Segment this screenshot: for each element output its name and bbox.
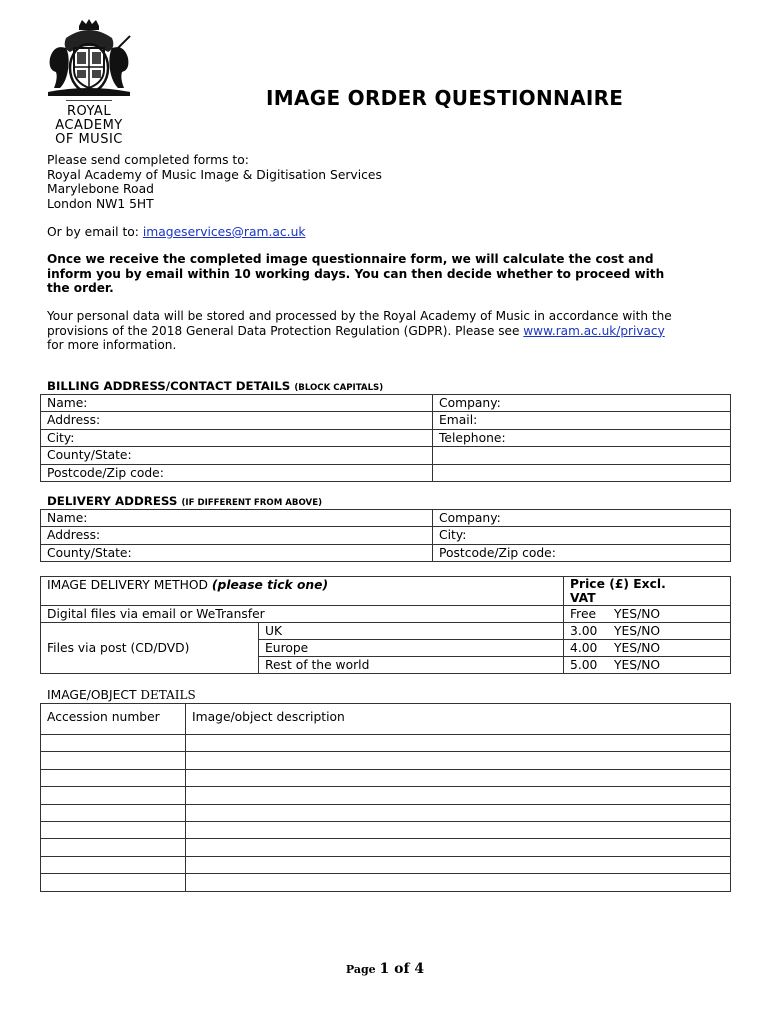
digital-price: Free — [570, 607, 597, 621]
description-cell[interactable] — [186, 752, 731, 769]
digital-choice[interactable]: YES/NO — [614, 607, 661, 621]
privacy-line-1: Your personal data will be stored and processed by the Royal Academy of Music in accordance with the — [47, 309, 672, 323]
notice-line-3: the order. — [47, 281, 114, 295]
table-row — [41, 510, 731, 527]
post-region-uk: UK — [259, 623, 564, 640]
post-price-cell-europe[interactable] — [564, 640, 731, 657]
delivery-address-field[interactable]: Address: — [41, 527, 433, 544]
objects-heading — [47, 688, 196, 702]
accession-cell[interactable] — [41, 752, 186, 769]
table-row — [41, 429, 731, 446]
logo-line-royal: ROYAL — [66, 104, 112, 119]
logo-divider — [66, 100, 112, 101]
table-row — [41, 804, 731, 821]
notice-line-1: Once we receive the completed image questionnaire form, we will calculate the cost and — [47, 252, 654, 266]
billing-heading-text: BILLING ADDRESS/CONTACT DETAILS — [47, 379, 295, 393]
delivery-heading — [47, 494, 322, 508]
post-choice-uk[interactable]: YES/NO — [614, 624, 661, 638]
privacy-line-2-text: provisions of the 2018 General Data Protection Regulation (GDPR). Please see — [47, 323, 524, 338]
address-line-2: Marylebone Road — [47, 182, 154, 196]
page-total: 4 — [414, 961, 425, 977]
table-row — [41, 395, 731, 412]
address-intro: Please send completed forms to: — [47, 153, 249, 167]
post-region-world: Rest of the world — [259, 657, 564, 674]
page-title: IMAGE ORDER QUESTIONNAIRE — [266, 86, 624, 110]
post-price-cell-uk[interactable] — [564, 623, 731, 640]
description-cell[interactable] — [186, 856, 731, 873]
delivery-city-field[interactable]: City: — [433, 527, 731, 544]
table-row — [41, 874, 731, 891]
billing-empty-cell[interactable] — [433, 464, 731, 481]
post-choice-europe[interactable]: YES/NO — [614, 641, 661, 655]
email-prefix: Or by email to: — [47, 225, 143, 239]
digital-price-cell[interactable] — [564, 606, 731, 623]
post-price-europe: 4.00 — [570, 641, 598, 655]
accession-cell[interactable] — [41, 735, 186, 752]
description-cell[interactable] — [186, 787, 731, 804]
table-row — [41, 544, 731, 561]
billing-heading — [47, 379, 383, 393]
description-cell[interactable] — [186, 874, 731, 891]
table-row — [41, 577, 731, 606]
price-header-1: Price (£) Excl. — [570, 577, 666, 591]
address-line-3: London NW1 5HT — [47, 196, 154, 211]
billing-county-field[interactable]: County/State: — [41, 447, 433, 464]
accession-cell[interactable] — [41, 874, 186, 891]
billing-subheading: (BLOCK CAPITALS) — [294, 383, 384, 393]
logo-line-of-music: OF MUSIC — [55, 133, 123, 145]
notice-paragraph — [47, 252, 664, 296]
post-price-world: 5.00 — [570, 658, 598, 672]
table-row — [41, 527, 731, 544]
table-row — [41, 735, 731, 752]
accession-cell[interactable] — [41, 839, 186, 856]
post-price-uk: 3.00 — [570, 624, 598, 638]
delivery-name-field[interactable]: Name: — [41, 510, 433, 527]
accession-cell[interactable] — [41, 856, 186, 873]
accession-cell[interactable] — [41, 804, 186, 821]
table-row — [41, 447, 731, 464]
delivery-heading-text: DELIVERY ADDRESS — [47, 494, 182, 508]
table-row — [41, 839, 731, 856]
accession-cell[interactable] — [41, 821, 186, 838]
privacy-link[interactable]: www.ram.ac.uk/privacy — [523, 323, 665, 338]
billing-telephone-field[interactable]: Telephone: — [433, 429, 731, 446]
royal-crest-icon — [44, 18, 134, 98]
billing-name-field[interactable]: Name: — [41, 395, 433, 412]
delivery-postcode-field[interactable]: Postcode/Zip code: — [433, 544, 731, 561]
table-row — [41, 752, 731, 769]
page-of: of — [389, 961, 415, 977]
page-prefix: Page — [345, 963, 380, 976]
method-header-cell — [41, 577, 564, 606]
objects-heading-1: IMAGE/OBJECT — [47, 688, 141, 702]
logo-line-academy: ACADEMY — [55, 118, 123, 133]
description-cell[interactable] — [186, 735, 731, 752]
description-cell[interactable] — [186, 821, 731, 838]
email-line — [47, 225, 306, 240]
price-header-cell — [564, 577, 731, 606]
address-line-1: Royal Academy of Music Image & Digitisation Services — [47, 167, 382, 182]
billing-email-field[interactable]: Email: — [433, 412, 731, 429]
objects-heading-2: DETAILS — [140, 688, 196, 702]
col-accession-header: Accession number — [41, 704, 186, 735]
page-current: 1 — [379, 961, 390, 977]
delivery-subheading: (IF DIFFERENT FROM ABOVE) — [181, 498, 322, 508]
table-row — [41, 623, 731, 640]
privacy-paragraph — [47, 309, 672, 353]
table-row — [41, 464, 731, 481]
delivery-county-field[interactable]: County/State: — [41, 544, 433, 561]
privacy-line-2 — [47, 324, 672, 339]
method-heading-em: (please tick one) — [211, 578, 329, 592]
post-choice-world[interactable]: YES/NO — [614, 658, 661, 672]
table-row — [41, 412, 731, 429]
digital-option-label: Digital files via email or WeTransfer — [41, 606, 564, 623]
table-row — [41, 704, 731, 735]
post-option-label: Files via post (CD/DVD) — [41, 623, 259, 674]
description-cell[interactable] — [186, 769, 731, 786]
billing-address-field[interactable]: Address: — [41, 412, 433, 429]
table-row — [41, 769, 731, 786]
billing-table — [40, 394, 731, 482]
table-row — [41, 856, 731, 873]
accession-cell[interactable] — [41, 787, 186, 804]
billing-city-field[interactable]: City: — [41, 429, 433, 446]
billing-postcode-field[interactable]: Postcode/Zip code: — [41, 464, 433, 481]
method-heading: IMAGE DELIVERY METHOD — [47, 578, 212, 592]
privacy-line-3: for more information. — [47, 338, 177, 352]
objects-table — [40, 703, 731, 892]
delivery-company-field[interactable]: Company: — [433, 510, 731, 527]
billing-empty-cell[interactable] — [433, 447, 731, 464]
notice-line-2: inform you by email within 10 working days. You can then decide whether to proceed with — [47, 266, 665, 281]
page-number — [0, 961, 770, 977]
price-header-2: VAT — [570, 591, 596, 605]
table-row — [41, 787, 731, 804]
address-block — [47, 153, 382, 211]
table-row — [41, 606, 731, 623]
billing-company-field[interactable]: Company: — [433, 395, 731, 412]
email-link[interactable]: imageservices@ram.ac.uk — [142, 225, 306, 239]
table-row — [41, 821, 731, 838]
description-cell[interactable] — [186, 839, 731, 856]
accession-cell[interactable] — [41, 769, 186, 786]
delivery-table — [40, 509, 731, 562]
post-region-europe: Europe — [259, 640, 564, 657]
royal-academy-logo — [44, 18, 134, 146]
description-cell[interactable] — [186, 804, 731, 821]
delivery-method-table — [40, 576, 731, 674]
col-description-header: Image/object description — [186, 704, 731, 735]
post-price-cell-world[interactable] — [564, 657, 731, 674]
